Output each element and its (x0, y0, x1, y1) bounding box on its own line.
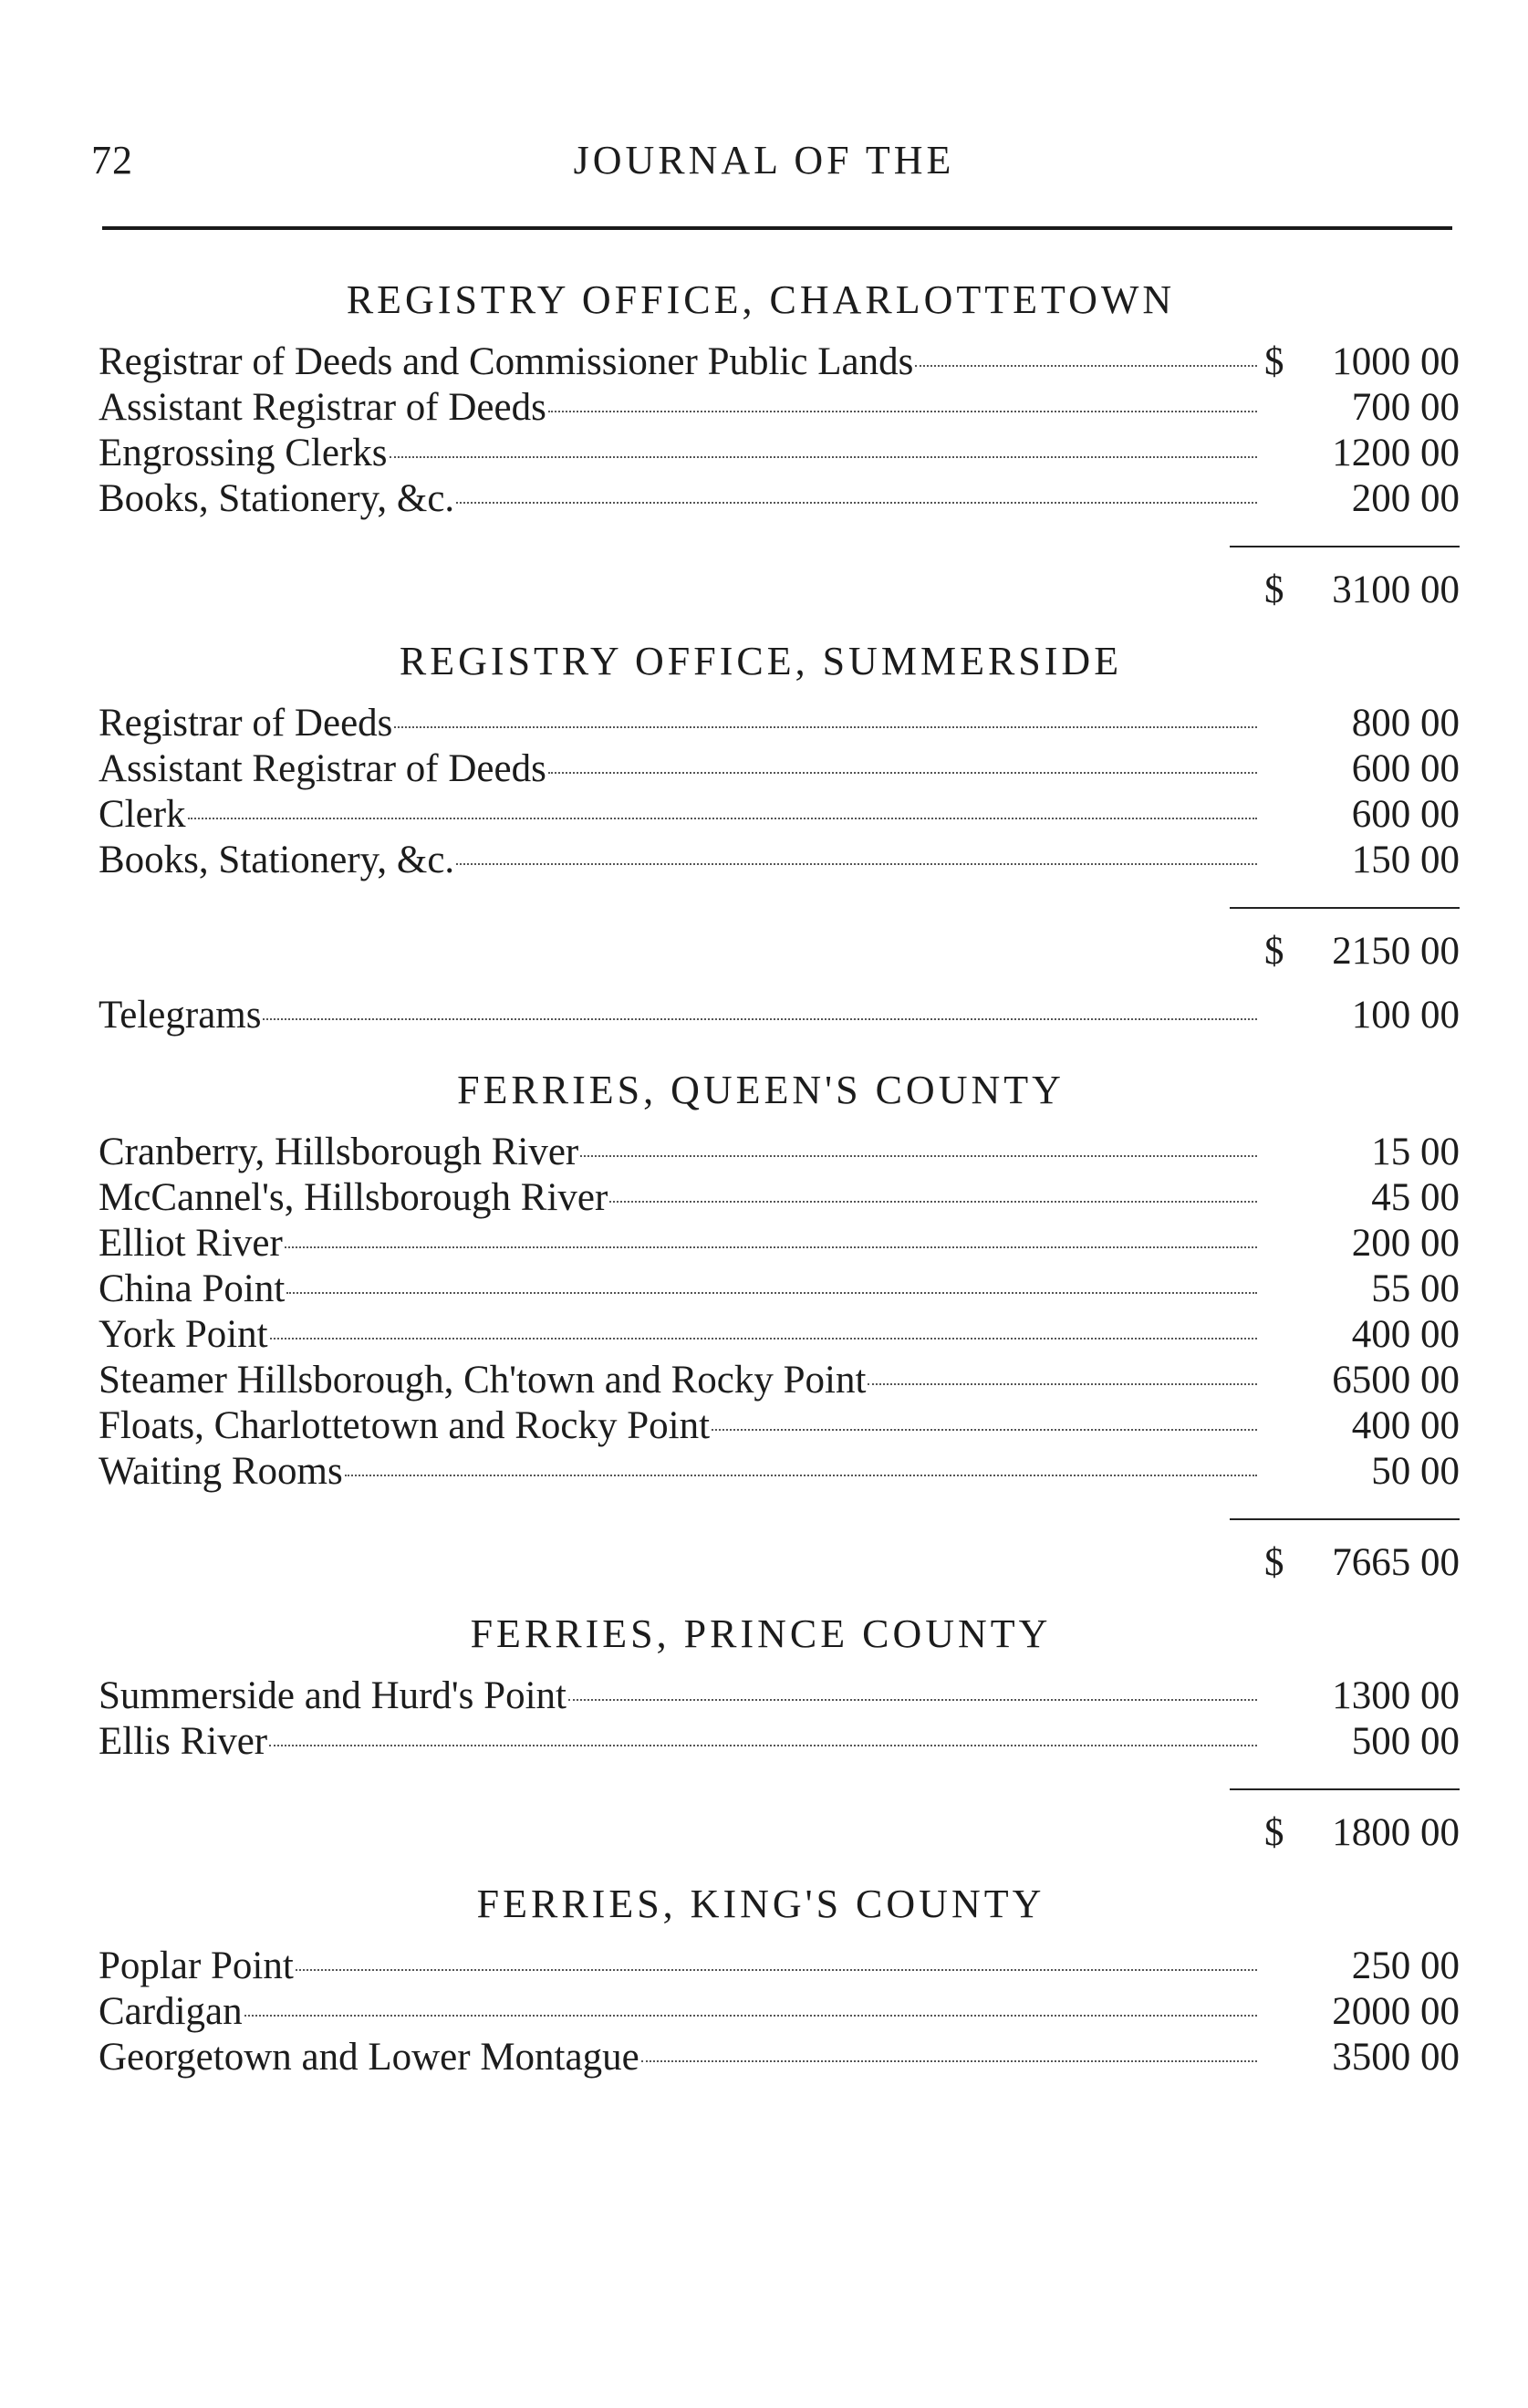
dot-leader (548, 772, 1257, 774)
dot-leader (263, 1018, 1257, 1020)
item-label: Telegrams (99, 994, 262, 1037)
item-amount: 1000 00 (1332, 340, 1460, 383)
item-amount: 200 00 (1351, 1222, 1460, 1265)
item-label: Assistant Registrar of Deeds (99, 747, 546, 790)
item-label: Ellis River (99, 1720, 268, 1763)
dot-leader (548, 411, 1257, 412)
section-total (99, 1810, 1460, 1856)
dot-leader (712, 1429, 1257, 1431)
dot-leader (390, 456, 1257, 458)
total-amount: 1800 00 (1332, 1811, 1460, 1854)
item-amount: 1200 00 (1332, 432, 1460, 474)
item-amount: 500 00 (1351, 1720, 1460, 1763)
line-item (99, 476, 1460, 522)
item-label: Clerk (99, 793, 186, 836)
line-item (99, 1673, 1460, 1719)
item-label: Waiting Rooms (99, 1450, 343, 1493)
section-total (99, 1540, 1460, 1586)
line-item (99, 746, 1460, 792)
item-label: Registrar of Deeds and Commissioner Public Lands (99, 340, 914, 383)
section-total (99, 929, 1460, 975)
running-title: JOURNAL OF THE (573, 138, 955, 182)
line-item (99, 1719, 1460, 1765)
total-amount: 2150 00 (1332, 930, 1460, 973)
dot-leader (244, 2015, 1257, 2017)
item-amount: 400 00 (1351, 1404, 1460, 1447)
item-label: Georgetown and Lower Montague (99, 2036, 639, 2079)
item-label: York Point (99, 1313, 268, 1356)
line-item (99, 1221, 1460, 1267)
dollar-sign: $ (1264, 1541, 1284, 1584)
dot-leader (188, 818, 1257, 819)
dot-leader (270, 1338, 1257, 1340)
total-rule (1230, 1518, 1460, 1520)
dot-leader (296, 1969, 1257, 1971)
line-item (99, 838, 1460, 883)
dot-leader (394, 726, 1257, 728)
item-label: Elliot River (99, 1222, 283, 1265)
item-amount: 2000 00 (1332, 1990, 1460, 2033)
line-item (99, 2035, 1460, 2080)
dollar-sign: $ (1264, 930, 1284, 973)
total-rule (1230, 1788, 1460, 1790)
section-title-ferries-queens: FERRIES, QUEEN'S COUNTY (457, 1068, 1065, 1112)
line-item (99, 1989, 1460, 2035)
item-amount: 3500 00 (1332, 2036, 1460, 2079)
dot-leader (345, 1475, 1257, 1476)
section-list-ferries-prince (99, 1673, 1460, 1765)
item-label: Poplar Point (99, 1944, 294, 1987)
item-label: Books, Stationery, &c. (99, 839, 455, 881)
item-amount: 55 00 (1371, 1267, 1460, 1310)
line-item (99, 792, 1460, 838)
item-amount: 100 00 (1351, 994, 1460, 1037)
header-rule (102, 226, 1452, 230)
item-label: Registrar of Deeds (99, 702, 393, 745)
dollar-sign: $ (1264, 340, 1284, 383)
item-label: Steamer Hillsborough, Ch'town and Rocky Point (99, 1359, 867, 1402)
dot-leader (456, 502, 1257, 504)
section-title-ferries-kings: FERRIES, KING'S COUNTY (476, 1882, 1045, 1926)
section-total (99, 568, 1460, 613)
item-amount: 700 00 (1351, 386, 1460, 429)
item-amount: 45 00 (1371, 1176, 1460, 1219)
section-list-ferries-kings (99, 1944, 1460, 2080)
line-item (99, 431, 1460, 476)
item-label: Assistant Registrar of Deeds (99, 386, 546, 429)
item-amount: 250 00 (1351, 1944, 1460, 1987)
line-item-telegrams (99, 993, 1460, 1038)
item-amount: 400 00 (1351, 1313, 1460, 1356)
item-label: China Point (99, 1267, 286, 1310)
dollar-sign: $ (1264, 568, 1284, 611)
line-item (99, 1944, 1460, 1989)
line-item (99, 1312, 1460, 1358)
item-amount: 150 00 (1351, 839, 1460, 881)
dot-leader (915, 365, 1257, 367)
page-content (99, 270, 1460, 2080)
total-amount: 7665 00 (1332, 1541, 1460, 1584)
item-amount: 50 00 (1371, 1450, 1460, 1493)
dot-leader (580, 1155, 1257, 1157)
item-amount: 1300 00 (1332, 1674, 1460, 1717)
item-amount: 200 00 (1351, 477, 1460, 520)
line-item (99, 1403, 1460, 1449)
section-title-registry-charlottetown: REGISTRY OFFICE, CHARLOTTETOWN (346, 277, 1176, 322)
item-label: Floats, Charlottetown and Rocky Point (99, 1404, 711, 1447)
total-rule (1230, 546, 1460, 547)
line-item (99, 701, 1460, 746)
item-label: Cranberry, Hillsborough River (99, 1131, 579, 1173)
item-amount: 600 00 (1351, 747, 1460, 790)
item-amount: 6500 00 (1332, 1359, 1460, 1402)
dot-leader (641, 2060, 1257, 2062)
page-number: 72 (91, 138, 133, 182)
dot-leader (456, 863, 1257, 865)
section-title-ferries-prince: FERRIES, PRINCE COUNTY (470, 1611, 1052, 1656)
item-label: Cardigan (99, 1990, 243, 2033)
line-item (99, 1358, 1460, 1403)
dot-leader (269, 1745, 1257, 1746)
line-item (99, 1130, 1460, 1175)
dot-leader (286, 1292, 1257, 1294)
item-amount: 800 00 (1351, 702, 1460, 745)
total-rule (1230, 907, 1460, 909)
dot-leader (609, 1201, 1257, 1203)
dot-leader (568, 1699, 1257, 1701)
item-amount: 15 00 (1371, 1131, 1460, 1173)
dot-leader (285, 1246, 1257, 1248)
line-item (99, 1449, 1460, 1495)
total-amount: 3100 00 (1332, 568, 1460, 611)
section-list-registry-summerside (99, 701, 1460, 883)
dollar-sign: $ (1264, 1811, 1284, 1854)
section-title-registry-summerside: REGISTRY OFFICE, SUMMERSIDE (399, 639, 1123, 683)
line-item (99, 339, 1460, 385)
section-list-ferries-queens (99, 1130, 1460, 1495)
item-label: Books, Stationery, &c. (99, 477, 455, 520)
section-list-registry-charlottetown (99, 339, 1460, 522)
item-label: McCannel's, Hillsborough River (99, 1176, 608, 1219)
item-label: Engrossing Clerks (99, 432, 388, 474)
item-amount: 600 00 (1351, 793, 1460, 836)
line-item (99, 1267, 1460, 1312)
dot-leader (868, 1383, 1257, 1385)
line-item (99, 385, 1460, 431)
item-label: Summerside and Hurd's Point (99, 1674, 567, 1717)
line-item (99, 1175, 1460, 1221)
